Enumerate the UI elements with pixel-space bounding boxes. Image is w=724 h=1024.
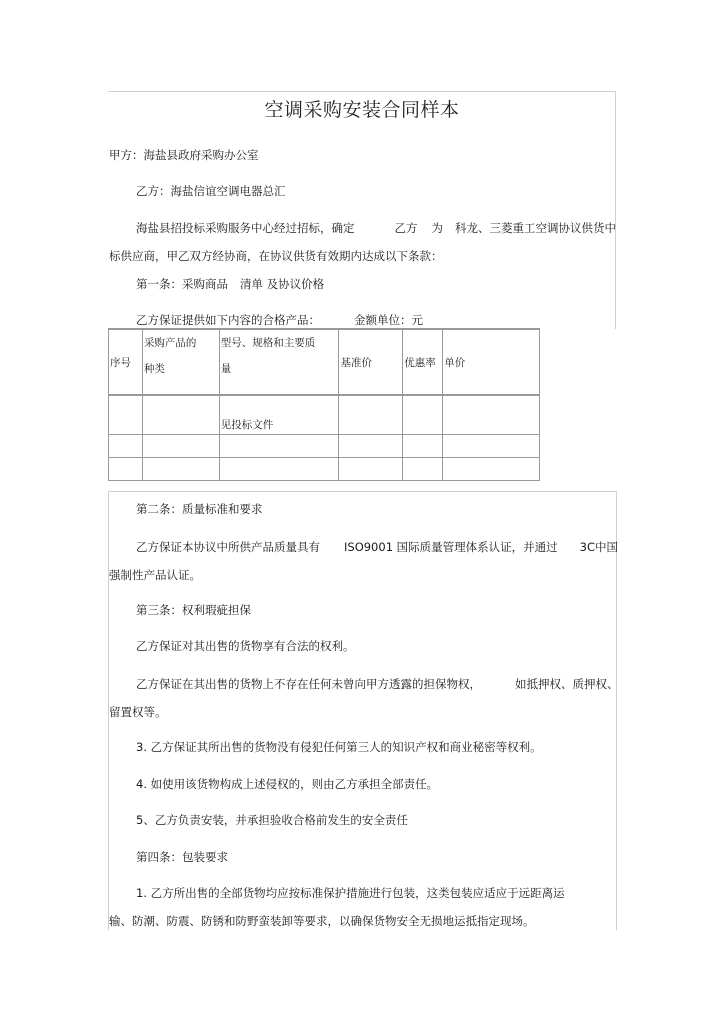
clause-2-text-b: ISO9001 国际质量管理体系认证，并通过 bbox=[344, 540, 558, 554]
clause-1-title-a: 第一条：采购商品 bbox=[136, 277, 228, 291]
cell-seq bbox=[109, 395, 143, 434]
clause-1-title-b: 清单 及协议价格 bbox=[240, 277, 325, 291]
header-discount: 优惠率 bbox=[403, 329, 443, 395]
clause-2-line-2: 强制性产品认证。 bbox=[109, 568, 201, 582]
clause-2-text-c: 3C中国 bbox=[579, 540, 619, 554]
page-frame-top bbox=[108, 91, 616, 329]
cell-discount bbox=[403, 457, 443, 480]
clause-3-title: 第三条：权利瑕疵担保 bbox=[136, 603, 251, 617]
table-header-row bbox=[109, 329, 540, 395]
header-product: 采购产品的 种类 bbox=[142, 329, 219, 395]
clause-4-item-1: 1. 乙方所出售的全部货物均应按标准保护措施进行包装，这类包装应适应于远距离运 bbox=[136, 886, 565, 900]
clause-3-item-2-line-2: 留置权等。 bbox=[109, 705, 167, 719]
clause-3-item-3: 3. 乙方保证其所出售的货物没有侵犯任何第三人的知识产权和商业秘密等权利。 bbox=[136, 740, 542, 754]
cell-product bbox=[142, 434, 219, 457]
party-b: 乙方：海盐信谊空调电器总汇 bbox=[136, 184, 286, 198]
clause-1-note-a: 乙方保证提供如下内容的合格产品： bbox=[136, 313, 320, 327]
document-title: 空调采购安装合同样本 bbox=[264, 99, 460, 121]
product-price-table bbox=[108, 328, 540, 481]
clause-2-title: 第二条：质量标准和要求 bbox=[136, 502, 263, 516]
cell-base-price bbox=[339, 434, 403, 457]
header-seq: 序号 bbox=[109, 329, 143, 395]
cell-unit-price bbox=[443, 395, 540, 434]
cell-discount bbox=[403, 434, 443, 457]
cell-seq bbox=[109, 434, 143, 457]
intro-line-1 bbox=[136, 221, 616, 235]
header-base-price: 基准价 bbox=[339, 329, 403, 395]
cell-base-price bbox=[339, 457, 403, 480]
page-frame-bottom bbox=[108, 491, 617, 930]
clause-3-item-2-b: 如抵押权、质押权、 bbox=[515, 677, 619, 691]
clause-3-item-5: 5、乙方负责安装，并承担验收合格前发生的安全责任 bbox=[136, 813, 408, 827]
clause-4-item-1-line-2: 输、防潮、防震、防锈和防野蛮装卸等要求，以确保货物安全无损地运抵指定现场。 bbox=[109, 914, 535, 928]
cell-discount bbox=[403, 395, 443, 434]
header-unit-price: 单价 bbox=[443, 329, 540, 395]
cell-product bbox=[142, 395, 219, 434]
cell-seq bbox=[109, 457, 143, 480]
cell-model: 见投标文件 bbox=[219, 395, 339, 434]
intro-text-b: 乙方 bbox=[394, 221, 418, 235]
clause-2-text-a: 乙方保证本协议中所供产品质量具有 bbox=[136, 540, 320, 554]
party-a: 甲方：海盐县政府采购办公室 bbox=[109, 148, 259, 162]
intro-text-a: 海盐县招投标采购服务中心经过招标，确定 bbox=[136, 221, 355, 235]
clause-1-note bbox=[136, 313, 423, 327]
clause-4-title: 第四条：包装要求 bbox=[136, 850, 228, 864]
clause-3-item-1: 乙方保证对其出售的货物享有合法的权利。 bbox=[136, 639, 355, 653]
clause-3-item-4: 4. 如使用该货物构成上述侵权的，则由乙方承担全部责任。 bbox=[136, 777, 439, 791]
table-row bbox=[109, 395, 540, 434]
cell-model bbox=[219, 457, 339, 480]
cell-unit-price bbox=[443, 434, 540, 457]
cell-unit-price bbox=[443, 457, 540, 480]
clause-1-title bbox=[136, 277, 324, 291]
clause-3-item-2-a: 乙方保证在其出售的货物上不存在任何未曾向甲方透露的担保物权， bbox=[136, 677, 481, 691]
clause-3-item-2 bbox=[136, 677, 619, 691]
intro-text-d: 科龙、三菱重工空调协议供货中 bbox=[455, 221, 616, 235]
intro-text-c: 为 bbox=[431, 221, 443, 235]
table-row bbox=[109, 434, 540, 457]
cell-base-price bbox=[339, 395, 403, 434]
cell-product bbox=[142, 457, 219, 480]
clause-1-note-b: 金额单位：元 bbox=[354, 313, 423, 327]
intro-line-2: 标供应商，甲乙双方经协商，在协议供货有效期内达成以下条款： bbox=[109, 249, 443, 263]
table-row bbox=[109, 457, 540, 480]
header-model: 型号、规格和主要质 量 bbox=[219, 329, 339, 395]
cell-model bbox=[219, 434, 339, 457]
clause-2-paragraph bbox=[136, 540, 618, 554]
